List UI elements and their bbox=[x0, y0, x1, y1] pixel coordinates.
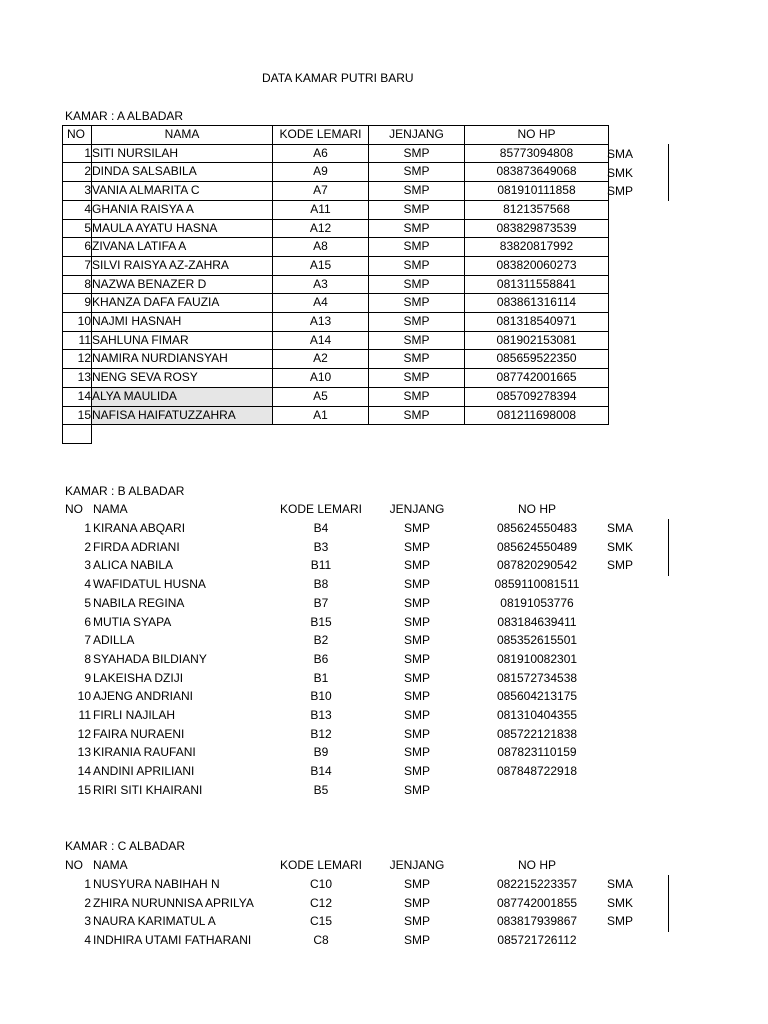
table-row bbox=[63, 594, 623, 613]
row-kode-lemari: B12 bbox=[310, 726, 332, 741]
row-no: 11 bbox=[78, 708, 91, 722]
row-no-hp: 085352615501 bbox=[496, 633, 578, 648]
row-kode-lemari: B4 bbox=[313, 521, 329, 535]
row-no[interactable]: 2 bbox=[63, 163, 92, 182]
row-jenjang: SMP bbox=[403, 614, 430, 629]
header-kode-lemari: KODE LEMARI bbox=[279, 858, 363, 872]
row-jenjang[interactable]: SMP bbox=[369, 144, 465, 163]
row-jenjang[interactable]: SMP bbox=[369, 313, 465, 332]
row-no: 3 bbox=[84, 914, 91, 929]
row-no-hp[interactable]: 083861316114 bbox=[465, 294, 609, 313]
row-no-hp[interactable]: 081318540971 bbox=[465, 313, 609, 332]
row-kode-lemari: B14 bbox=[310, 764, 332, 779]
header-no: NO bbox=[63, 126, 92, 145]
header-kode-lemari: KODE LEMARI bbox=[273, 126, 369, 145]
row-kode-lemari: B15 bbox=[310, 614, 332, 629]
row-kode-lemari: B13 bbox=[310, 708, 332, 722]
row-no-hp[interactable]: 083829873539 bbox=[465, 219, 609, 238]
legend-smp: SMP bbox=[607, 184, 634, 199]
row-no: 5 bbox=[84, 595, 91, 610]
table-row bbox=[63, 200, 609, 219]
row-jenjang[interactable]: SMP bbox=[369, 219, 465, 238]
row-nama: INDHIRA UTAMI FATHARANI bbox=[93, 933, 252, 948]
row-no: 7 bbox=[84, 633, 91, 648]
legend-sma: SMA bbox=[607, 877, 634, 891]
section-label-kamar-c: KAMAR : C ALBADAR bbox=[65, 839, 186, 853]
row-jenjang[interactable]: SMP bbox=[369, 350, 465, 369]
section-label-kamar-b: KAMAR : B ALBADAR bbox=[65, 484, 185, 498]
row-kode-lemari: B8 bbox=[313, 577, 329, 592]
row-jenjang[interactable]: SMP bbox=[369, 163, 465, 182]
row-kode-lemari: C15 bbox=[309, 914, 332, 929]
row-nama[interactable]: NAJMI HASNAH bbox=[92, 313, 273, 332]
row-no: 1 bbox=[84, 521, 91, 535]
table-row bbox=[63, 387, 609, 406]
legend-divider bbox=[668, 144, 669, 201]
row-no: 12 bbox=[77, 726, 91, 741]
row-no-hp: 081572734538 bbox=[496, 670, 578, 685]
row-jenjang: SMP bbox=[403, 633, 430, 648]
table-row bbox=[63, 725, 623, 744]
row-jenjang[interactable]: SMP bbox=[369, 294, 465, 313]
row-nama: NABILA REGINA bbox=[93, 595, 185, 610]
table-row bbox=[63, 687, 623, 706]
row-jenjang: SMP bbox=[403, 877, 430, 891]
table-row bbox=[63, 350, 609, 369]
row-no: 2 bbox=[84, 895, 91, 910]
row-no: 2 bbox=[84, 539, 91, 554]
row-no[interactable]: 15 bbox=[63, 406, 92, 425]
row-jenjang: SMP bbox=[403, 521, 430, 535]
row-no-hp[interactable]: 087742001665 bbox=[465, 369, 609, 388]
row-nama[interactable]: NENG SEVA ROSY bbox=[92, 369, 273, 388]
row-kode-lemari: B9 bbox=[313, 745, 329, 760]
legend-smk: SMK bbox=[607, 895, 634, 910]
row-jenjang: SMP bbox=[403, 914, 430, 929]
table-row bbox=[63, 294, 609, 313]
row-no[interactable]: 11 bbox=[63, 331, 92, 350]
row-kode-lemari: B11 bbox=[310, 558, 332, 573]
legend-sma: SMA bbox=[607, 147, 634, 161]
row-kode-lemari[interactable]: A12 bbox=[273, 219, 369, 238]
row-no-hp: 087742001855 bbox=[496, 895, 578, 910]
row-nama[interactable]: KHANZA DAFA FAUZIA bbox=[92, 294, 273, 313]
table-row bbox=[63, 931, 623, 950]
row-nama: NUSYURA NABIHAH N bbox=[93, 877, 220, 891]
row-jenjang: SMP bbox=[403, 782, 430, 797]
row-jenjang[interactable]: SMP bbox=[369, 238, 465, 257]
row-kode-lemari[interactable]: A8 bbox=[273, 238, 369, 257]
section-label-kamar-a: KAMAR : A ALBADAR bbox=[65, 109, 184, 123]
row-no[interactable]: 5 bbox=[63, 219, 92, 238]
table-header-row bbox=[63, 126, 609, 145]
row-kode-lemari: B5 bbox=[313, 782, 329, 797]
legend-sma: SMA bbox=[607, 521, 634, 535]
row-nama: FIRLI NAJILAH bbox=[93, 708, 176, 722]
row-jenjang: SMP bbox=[403, 726, 430, 741]
row-kode-lemari: B2 bbox=[313, 633, 329, 648]
row-nama: AJENG ANDRIANI bbox=[93, 689, 194, 704]
row-nama: SYAHADA BILDIANY bbox=[93, 651, 207, 666]
row-no: 1 bbox=[84, 877, 91, 891]
row-no[interactable]: 3 bbox=[63, 182, 92, 201]
row-nama: KIRANA ABQARI bbox=[93, 521, 186, 535]
row-no[interactable]: 7 bbox=[63, 256, 92, 275]
table-row bbox=[63, 875, 623, 894]
row-nama[interactable]: ALYA MAULIDA bbox=[92, 387, 273, 406]
row-nama: FIRDA ADRIANI bbox=[93, 539, 180, 554]
row-nama: ZHIRA NURUNNISA APRILYA bbox=[93, 895, 254, 910]
row-no-hp: 085721726112 bbox=[497, 933, 577, 948]
row-no: 10 bbox=[77, 689, 91, 704]
row-kode-lemari[interactable]: A11 bbox=[273, 200, 369, 219]
row-jenjang[interactable]: SMP bbox=[369, 331, 465, 350]
row-no-hp[interactable]: 083873649068 bbox=[465, 163, 609, 182]
row-no[interactable]: 10 bbox=[63, 313, 92, 332]
row-no-hp: 081910082301 bbox=[496, 651, 578, 666]
row-kode-lemari[interactable]: A5 bbox=[273, 387, 369, 406]
row-no: 4 bbox=[84, 577, 91, 592]
row-nama[interactable]: NAZWA BENAZER D bbox=[92, 275, 273, 294]
row-jenjang: SMP bbox=[403, 651, 430, 666]
row-no[interactable]: 12 bbox=[63, 350, 92, 369]
row-kode-lemari[interactable]: A10 bbox=[273, 369, 369, 388]
table-row bbox=[63, 743, 623, 762]
row-no[interactable]: 6 bbox=[63, 238, 92, 257]
page-title: DATA KAMAR PUTRI BARU bbox=[262, 71, 414, 85]
row-no: 14 bbox=[77, 764, 91, 779]
row-kode-lemari[interactable]: A13 bbox=[273, 313, 369, 332]
row-no[interactable]: 13 bbox=[63, 369, 92, 388]
row-jenjang[interactable]: SMP bbox=[369, 387, 465, 406]
row-kode-lemari: B6 bbox=[313, 651, 329, 666]
row-no[interactable]: 8 bbox=[63, 275, 92, 294]
row-nama[interactable]: NAMIRA NURDIANSYAH bbox=[92, 350, 273, 369]
row-jenjang: SMP bbox=[403, 539, 430, 554]
row-jenjang[interactable]: SMP bbox=[369, 200, 465, 219]
row-jenjang[interactable]: SMP bbox=[369, 406, 465, 425]
table-row bbox=[63, 650, 623, 669]
header-nama: NAMA bbox=[93, 858, 128, 872]
table-row bbox=[63, 163, 609, 182]
legend-smp: SMP bbox=[607, 558, 634, 573]
table-row bbox=[63, 538, 623, 557]
row-no-hp[interactable]: 83820817992 bbox=[465, 238, 609, 257]
row-nama[interactable]: MAULA AYATU HASNA bbox=[92, 219, 273, 238]
row-kode-lemari: C8 bbox=[313, 933, 329, 948]
table-row bbox=[63, 781, 623, 800]
row-jenjang: SMP bbox=[403, 558, 430, 573]
row-kode-lemari: B3 bbox=[313, 539, 329, 554]
row-kode-lemari: C10 bbox=[309, 877, 332, 891]
row-no-hp[interactable]: 085709278394 bbox=[465, 387, 609, 406]
row-jenjang: SMP bbox=[403, 764, 430, 779]
row-nama: WAFIDATUL HUSNA bbox=[93, 577, 206, 592]
legend-divider bbox=[668, 519, 669, 576]
header-no: NO bbox=[65, 858, 83, 872]
table-row bbox=[63, 144, 609, 163]
row-jenjang[interactable]: SMP bbox=[369, 275, 465, 294]
row-nama[interactable]: GHANIA RAISYA A bbox=[92, 200, 273, 219]
row-no-hp[interactable]: 081910111858 bbox=[465, 182, 609, 201]
row-kode-lemari[interactable]: A14 bbox=[273, 331, 369, 350]
header-no-hp: NO HP bbox=[465, 126, 609, 145]
row-jenjang: SMP bbox=[403, 577, 430, 592]
table-row-empty bbox=[63, 425, 609, 444]
header-jenjang: JENJANG bbox=[389, 858, 445, 872]
table-row bbox=[63, 369, 609, 388]
row-kode-lemari[interactable]: A1 bbox=[273, 406, 369, 425]
row-no-hp: 087848722918 bbox=[496, 764, 578, 779]
row-no-hp[interactable]: 083820060273 bbox=[465, 256, 609, 275]
row-no-hp: 08191053776 bbox=[500, 595, 574, 610]
row-jenjang: SMP bbox=[403, 708, 430, 722]
row-nama: FAIRA NURAENI bbox=[93, 726, 185, 741]
row-no-hp[interactable]: 081311558841 bbox=[465, 275, 609, 294]
row-nama[interactable]: DINDA SALSABILA bbox=[92, 163, 273, 182]
row-jenjang: SMP bbox=[403, 895, 430, 910]
row-nama[interactable]: ZIVANA LATIFA A bbox=[92, 238, 273, 257]
table-row bbox=[63, 762, 623, 781]
row-kode-lemari[interactable]: A4 bbox=[273, 294, 369, 313]
header-no-hp: NO HP bbox=[517, 858, 556, 872]
row-no: 8 bbox=[84, 651, 91, 666]
row-jenjang[interactable]: SMP bbox=[369, 369, 465, 388]
row-kode-lemari[interactable]: A6 bbox=[273, 144, 369, 163]
table-row bbox=[63, 556, 623, 575]
header-kode-lemari: KODE LEMARI bbox=[279, 502, 363, 516]
row-nama[interactable]: VANIA ALMARITA C bbox=[92, 182, 273, 201]
row-no-hp: 085722121838 bbox=[496, 726, 578, 741]
row-no: 3 bbox=[84, 558, 91, 573]
row-no[interactable]: 4 bbox=[63, 200, 92, 219]
row-nama[interactable]: SILVI RAISYA AZ-ZAHRA bbox=[92, 256, 273, 275]
row-nama: KIRANIA RAUFANI bbox=[93, 745, 196, 760]
table-row bbox=[63, 575, 623, 594]
header-no-hp: NO HP bbox=[517, 502, 556, 516]
row-no: 13 bbox=[77, 745, 91, 760]
row-no: 15 bbox=[77, 782, 91, 797]
row-no-hp[interactable]: 85773094808 bbox=[465, 144, 609, 163]
row-no-hp[interactable]: 081211698008 bbox=[465, 406, 609, 425]
table-row bbox=[63, 313, 609, 332]
row-jenjang: SMP bbox=[403, 745, 430, 760]
row-kode-lemari: B1 bbox=[313, 670, 329, 685]
table-row bbox=[63, 406, 609, 425]
header-nama: NAMA bbox=[92, 126, 273, 145]
row-nama: LAKEISHA DZIJI bbox=[93, 670, 184, 685]
row-nama[interactable]: SITI NURSILAH bbox=[92, 144, 273, 163]
row-jenjang: SMP bbox=[403, 689, 430, 704]
row-nama: ADILLA bbox=[93, 633, 135, 648]
row-kode-lemari[interactable]: A9 bbox=[273, 163, 369, 182]
row-nama: ANDINI APRILIANI bbox=[93, 764, 195, 779]
row-nama: RIRI SITI KHAIRANI bbox=[93, 782, 203, 797]
row-no-hp[interactable]: 081902153081 bbox=[465, 331, 609, 350]
row-kode-lemari[interactable]: A2 bbox=[273, 350, 369, 369]
row-kode-lemari[interactable]: A7 bbox=[273, 182, 369, 201]
row-kode-lemari: B7 bbox=[313, 595, 329, 610]
row-jenjang: SMP bbox=[403, 933, 430, 948]
table-row bbox=[63, 613, 623, 632]
legend-smk: SMK bbox=[607, 539, 634, 554]
row-no-hp[interactable]: 8121357568 bbox=[465, 200, 609, 219]
row-no: 6 bbox=[84, 614, 91, 629]
row-jenjang: SMP bbox=[403, 670, 430, 685]
row-no-hp: 0859110081511 bbox=[494, 577, 580, 592]
legend-smp: SMP bbox=[607, 914, 634, 929]
row-no-hp: 083184639411 bbox=[497, 614, 577, 629]
row-jenjang[interactable]: SMP bbox=[369, 256, 465, 275]
row-nama[interactable]: NAFISA HAIFATUZZAHRA bbox=[92, 406, 273, 425]
table-row bbox=[63, 256, 609, 275]
table-row bbox=[63, 894, 623, 913]
row-no-hp: 082215223357 bbox=[496, 877, 578, 891]
header-nama: NAMA bbox=[93, 502, 128, 516]
row-no[interactable]: 1 bbox=[63, 144, 92, 163]
kamar-c-header-row bbox=[63, 856, 623, 875]
row-nama: ALICA NABILA bbox=[93, 558, 174, 573]
kamar-a-rows bbox=[63, 144, 609, 425]
row-kode-lemari: C12 bbox=[309, 895, 332, 910]
table-row bbox=[63, 238, 609, 257]
table-row bbox=[63, 706, 623, 725]
row-kode-lemari[interactable]: A15 bbox=[273, 256, 369, 275]
row-no-hp: 087820290542 bbox=[496, 558, 578, 573]
row-no-hp: 085604213175 bbox=[496, 689, 578, 704]
kamar-b-header-row bbox=[63, 500, 623, 519]
row-kode-lemari[interactable]: A3 bbox=[273, 275, 369, 294]
table-row bbox=[63, 519, 623, 538]
table-row bbox=[63, 275, 609, 294]
row-no-hp[interactable]: 085659522350 bbox=[465, 350, 609, 369]
row-no-hp: 083817939867 bbox=[496, 914, 578, 929]
row-no-hp: 085624550489 bbox=[496, 539, 578, 554]
header-jenjang: JENJANG bbox=[369, 126, 465, 145]
legend-divider bbox=[668, 875, 669, 932]
row-nama: MUTIA SYAPA bbox=[93, 614, 172, 629]
row-no-hp: 081310404355 bbox=[496, 708, 578, 722]
table-row bbox=[63, 631, 623, 650]
row-nama[interactable]: SAHLUNA FIMAR bbox=[92, 331, 273, 350]
row-no[interactable]: 9 bbox=[63, 294, 92, 313]
kamar-a-table bbox=[62, 125, 609, 444]
table-row bbox=[63, 331, 609, 350]
row-no[interactable]: 14 bbox=[63, 387, 92, 406]
table-row bbox=[63, 669, 623, 688]
legend-smk: SMK bbox=[607, 165, 634, 180]
table-row bbox=[63, 219, 609, 238]
header-no: NO bbox=[65, 502, 83, 516]
row-nama: NAURA KARIMATUL A bbox=[93, 914, 216, 929]
row-no-hp: 087823110159 bbox=[497, 745, 577, 760]
row-kode-lemari: B10 bbox=[310, 689, 332, 704]
table-cell[interactable] bbox=[63, 425, 92, 444]
table-row bbox=[63, 912, 623, 931]
header-jenjang: JENJANG bbox=[389, 502, 445, 516]
row-jenjang[interactable]: SMP bbox=[369, 182, 465, 201]
row-jenjang: SMP bbox=[403, 595, 430, 610]
row-no-hp: 085624550483 bbox=[496, 521, 578, 535]
table-row bbox=[63, 182, 609, 201]
row-no: 9 bbox=[84, 670, 91, 685]
row-no: 4 bbox=[84, 933, 91, 948]
